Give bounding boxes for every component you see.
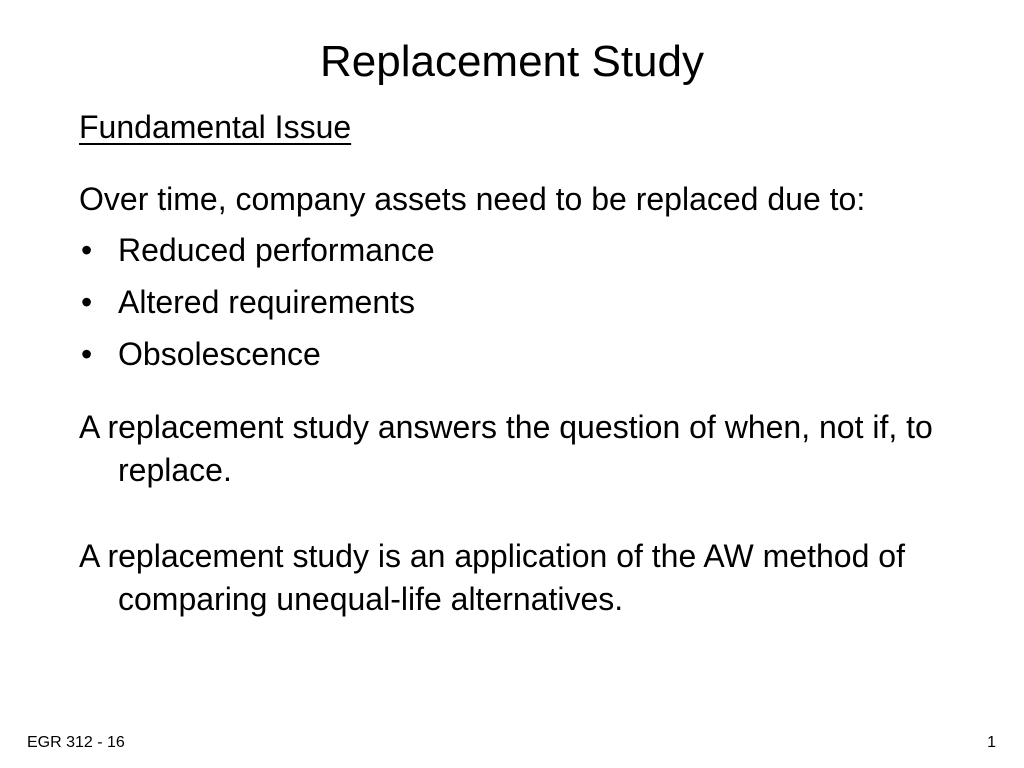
bullet-item: [79, 229, 959, 272]
slide-title: Replacement Study: [320, 37, 704, 86]
bullet-item: [79, 281, 959, 324]
footer-course-label: EGR 312 - 16: [27, 734, 125, 751]
bullet-list: [79, 229, 959, 376]
subheading: Fundamental Issue: [79, 109, 352, 145]
bullet-text: Obsolescence: [118, 336, 321, 372]
slide-body: [79, 106, 959, 621]
bullet-icon: •: [81, 336, 93, 372]
bullet-text: Altered requirements: [118, 284, 416, 320]
replacement-answer-paragraph: A replacement study answers the question of when, not if, to replace.: [79, 409, 933, 488]
bullet-item: [79, 333, 959, 376]
footer-page-number: 1: [987, 734, 996, 751]
bullet-icon: •: [81, 232, 93, 268]
intro-paragraph: Over time, company assets need to be replaced due to:: [79, 181, 866, 217]
spacer: [79, 492, 959, 535]
spacer: [79, 385, 959, 406]
bullet-text: Reduced performance: [118, 232, 435, 268]
bullet-icon: •: [81, 284, 93, 320]
aw-method-paragraph: A replacement study is an application of the AW method of comparing unequal-life alternatives.: [79, 538, 905, 617]
